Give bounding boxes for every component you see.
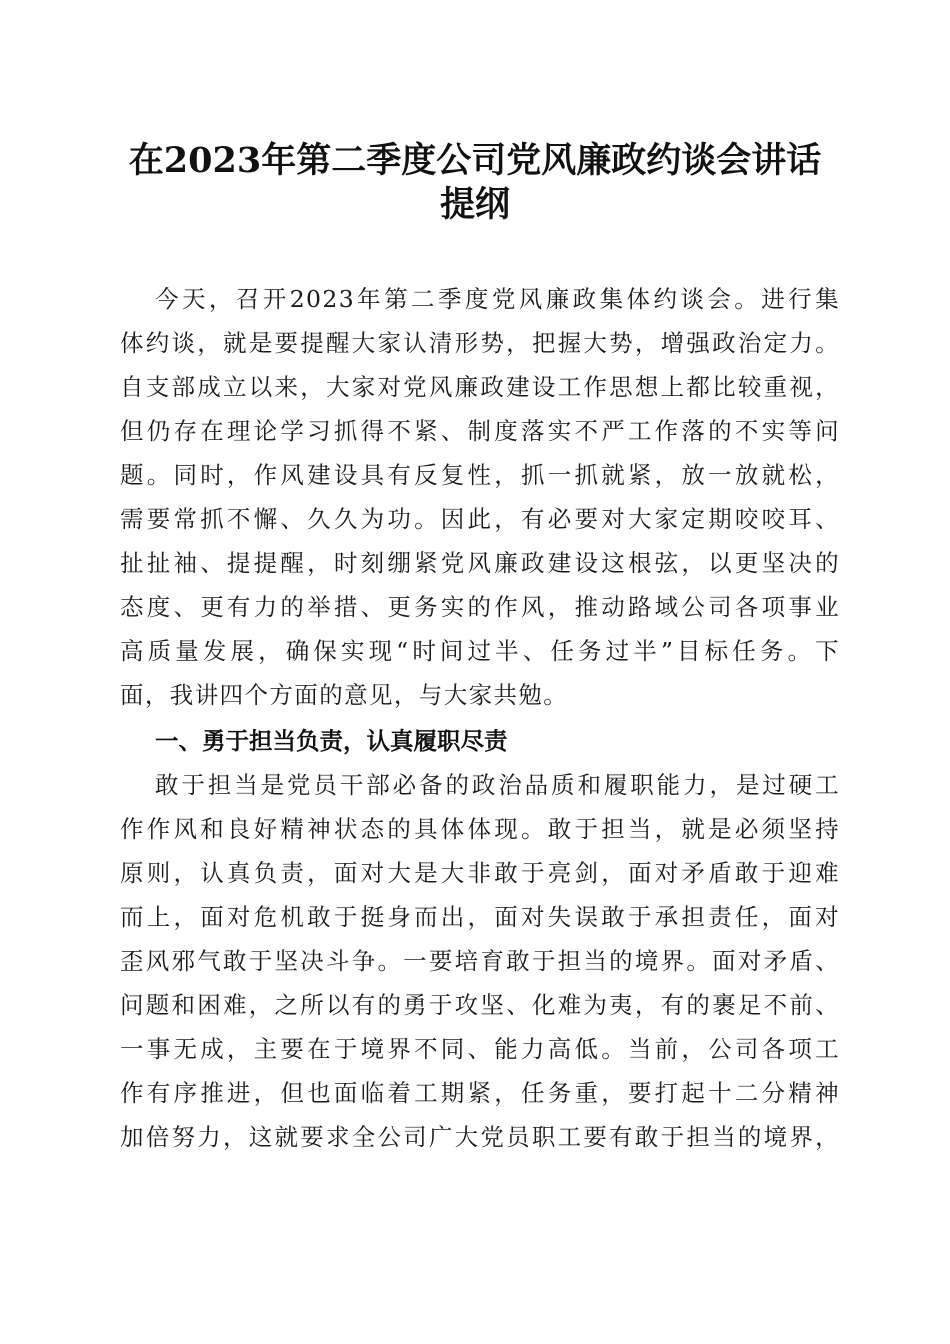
paragraph-line: 作有序推进，但也面临着工期紧，任务重，要打起十二分精神 bbox=[120, 1079, 840, 1107]
paragraph-line: 但仍存在理论学习抓得不紧、制度落实不严工作落的不实等问 bbox=[120, 417, 840, 445]
paragraph-line: 需要常抓不懈、久久为功。因此，有必要对大家定期咬咬耳、 bbox=[120, 505, 840, 533]
document-title-line-2: 提纲 bbox=[439, 184, 510, 225]
paragraph-line: 高质量发展，确保实现“时间过半、任务过半”目标任务。下 bbox=[120, 637, 840, 665]
paragraph-line: 问题和困难，之所以有的勇于攻坚、化难为夷，有的裹足不前、 bbox=[120, 991, 840, 1019]
paragraph-line: 加倍努力，这就要求全公司广大党员职工要有敢于担当的境界， bbox=[120, 1123, 840, 1151]
paragraph-line: 一事无成，主要在于境界不同、能力高低。当前，公司各项工 bbox=[120, 1035, 840, 1063]
paragraph-line: 面，我讲四个方面的意见，与大家共勉。 bbox=[120, 681, 569, 709]
paragraph-line: 歪风邪气敢于坚决斗争。一要培育敢于担当的境界。面对矛盾、 bbox=[120, 947, 840, 975]
document-title-line-1: 在2023年第二季度公司党风廉政约谈会讲话 bbox=[128, 140, 822, 181]
paragraph-line: 今天，召开2023年第二季度党风廉政集体约谈会。进行集 bbox=[155, 285, 840, 313]
paragraph-line: 而上，面对危机敢于挺身而出，面对失误敢于承担责任，面对 bbox=[120, 903, 840, 931]
paragraph-line: 题。同时，作风建设具有反复性，抓一抓就紧，放一放就松， bbox=[120, 461, 840, 489]
paragraph-line: 态度、更有力的举措、更务实的作风，推动路域公司各项事业 bbox=[120, 593, 840, 621]
paragraph-line: 敢于担当是党员干部必备的政治品质和履职能力，是过硬工 bbox=[155, 771, 840, 799]
paragraph-line: 体约谈，就是要提醒大家认清形势，把握大势，增强政治定力。 bbox=[120, 329, 840, 357]
paragraph-line: 扯扯袖、提提醒，时刻绷紧党风廉政建设这根弦，以更坚决的 bbox=[120, 549, 840, 577]
paragraph-line: 作作风和良好精神状态的具体体现。敢于担当，就是必须坚持 bbox=[120, 815, 840, 843]
paragraph-line: 自支部成立以来，大家对党风廉政建设工作思想上都比较重视， bbox=[120, 373, 840, 401]
section-heading: 一、勇于担当负责，认真履职尽责 bbox=[155, 727, 508, 755]
paragraph-line: 原则，认真负责，面对大是大非敢于亮剑，面对矛盾敢于迎难 bbox=[120, 859, 840, 887]
